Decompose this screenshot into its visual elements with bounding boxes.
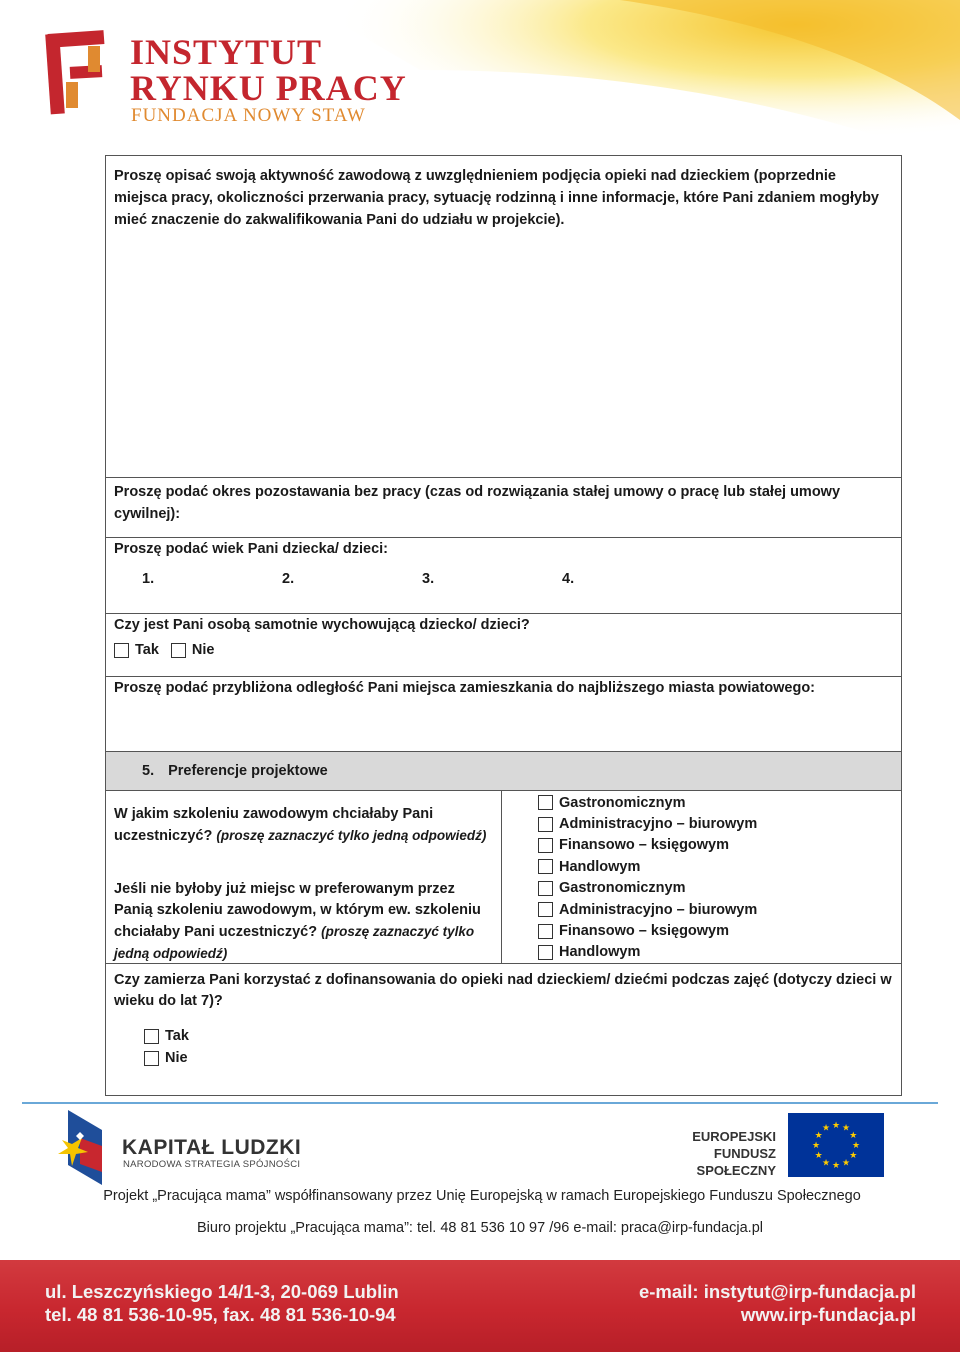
training-option-checkbox[interactable] xyxy=(538,924,553,939)
efs-line-1: EUROPEJSKI xyxy=(692,1129,776,1144)
eu-star-icon: ★ xyxy=(821,1157,831,1168)
child-age-section xyxy=(106,538,901,614)
training-options xyxy=(502,791,901,963)
child-age-fields xyxy=(114,571,893,587)
training-questions xyxy=(106,791,502,963)
training-options-group-2 xyxy=(538,878,901,964)
training-option-checkbox[interactable] xyxy=(538,817,553,832)
kapital-ludzki-subtitle: NARODOWA STRATEGIA SPÓJNOŚCI xyxy=(123,1159,301,1170)
training-question-1-text: W jakim szkoleniu zawodowym chciałaby Pani uczestniczyć? xyxy=(114,806,434,844)
training-option-label: Handlowym xyxy=(559,944,641,961)
eu-star-icon: ★ xyxy=(849,1150,858,1160)
footer-separator xyxy=(22,1102,938,1104)
single-parent-options xyxy=(114,642,893,658)
single-parent-section xyxy=(106,614,901,677)
training-preference-block xyxy=(106,791,901,964)
single-parent-prompt: Czy jest Pani osobą samotnie wychowującą dziecko/ dzieci? xyxy=(114,617,530,633)
activity-prompt: Proszę opisać swoją aktywność zawodową z uwzględnieniem podjęcia opieki nad dzieckiem (poprzednie miejsca pracy, okoliczności przerwania pracy, sytuację rodzinną i inne informacje, które Pani zdaniem mogłyby mieć znaczenie do zakwalifikowania Pani do udziału w projekcie). xyxy=(114,168,879,228)
institute-logo-text xyxy=(130,34,407,106)
training-option-label: Finansowo – księgowym xyxy=(559,923,730,940)
distance-prompt: Proszę podać przybliżona odległość Pani miejsca zamieszkania do najbliższego miasta powiatowego: xyxy=(114,680,816,696)
eu-star-icon: ★ xyxy=(831,1120,841,1130)
training-option-checkbox[interactable] xyxy=(538,945,553,960)
training-option[interactable] xyxy=(538,813,901,834)
single-parent-yes-label: Tak xyxy=(135,642,159,658)
childcare-option-no[interactable] xyxy=(144,1048,893,1069)
training-option[interactable] xyxy=(538,856,901,877)
eu-star-icon: ★ xyxy=(849,1130,858,1140)
section-5-title: Preferencje projektowe xyxy=(168,763,328,779)
child-age-number[interactable]: 3. xyxy=(422,571,435,587)
application-form xyxy=(105,155,902,1096)
logo-subtitle: FUNDACJA NOWY STAW xyxy=(131,105,366,126)
training-option-label: Finansowo – księgowym xyxy=(559,837,730,854)
kapital-ludzki-title: KAPITAŁ LUDZKI xyxy=(122,1136,302,1159)
training-option-checkbox[interactable] xyxy=(538,902,553,917)
training-option[interactable] xyxy=(538,878,901,899)
section-5-number: 5. xyxy=(142,763,155,779)
unemployment-prompt: Proszę podać okres pozostawania bez pracy (czas od rozwiązania stałej umowy o pracę lub stałej umowy cywilnej): xyxy=(114,484,841,522)
training-option-checkbox[interactable] xyxy=(538,838,553,853)
logo-line-2: RYNKU PRACY xyxy=(130,68,407,108)
childcare-option-yes[interactable] xyxy=(144,1026,893,1047)
eu-star-icon: ★ xyxy=(851,1140,861,1150)
childcare-yes-label: Tak xyxy=(165,1028,189,1045)
eu-star-icon: ★ xyxy=(831,1160,841,1170)
training-question-1-note: (proszę zaznaczyć tylko jedną odpowiedź) xyxy=(216,828,487,843)
footer-phone-fax: tel. 48 81 536-10-95, fax. 48 81 536-10-94 xyxy=(45,1304,396,1325)
activity-section[interactable] xyxy=(106,156,901,478)
efs-text xyxy=(644,1128,776,1179)
eu-star-icon: ★ xyxy=(841,1122,851,1133)
child-age-number[interactable]: 1. xyxy=(142,571,155,587)
kapital-ludzki-logo-icon xyxy=(58,1110,106,1185)
footer-website[interactable]: www.irp-fundacja.pl xyxy=(740,1304,916,1325)
child-age-number[interactable]: 2. xyxy=(282,571,295,587)
training-option-checkbox[interactable] xyxy=(538,881,553,896)
efs-line-2: FUNDUSZ SPOŁECZNY xyxy=(696,1146,776,1178)
eu-star-icon: ★ xyxy=(821,1122,831,1133)
institute-logo-icon xyxy=(42,26,112,122)
training-option-label: Administracyjno – biurowym xyxy=(559,816,758,833)
distance-section[interactable] xyxy=(106,677,901,752)
footer-email[interactable]: e-mail: instytut@irp-fundacja.pl xyxy=(638,1281,916,1302)
childcare-no-checkbox[interactable] xyxy=(144,1051,159,1066)
section-5-header xyxy=(106,752,901,791)
eu-star-icon: ★ xyxy=(814,1150,823,1160)
child-age-prompt: Proszę podać wiek Pani dziecka/ dzieci: xyxy=(114,541,388,557)
training-question-2 xyxy=(114,877,493,963)
training-option[interactable] xyxy=(538,899,901,920)
single-parent-no-checkbox[interactable] xyxy=(171,643,186,658)
project-office-line: Biuro projektu „Pracująca mama”: tel. 48 81 536 10 97 /96 e-mail: praca@irp-fundacja.pl xyxy=(196,1220,763,1236)
single-parent-yes-checkbox[interactable] xyxy=(114,643,129,658)
training-option-checkbox[interactable] xyxy=(538,859,553,874)
training-option-label: Handlowym xyxy=(559,858,641,875)
child-age-number[interactable]: 4. xyxy=(562,571,575,587)
logo-line-1: INSTYTUT xyxy=(130,32,323,72)
childcare-yes-checkbox[interactable] xyxy=(144,1029,159,1044)
training-option[interactable] xyxy=(538,920,901,941)
eu-flag-icon xyxy=(788,1113,884,1177)
childcare-options xyxy=(114,1026,893,1069)
unemployment-section[interactable] xyxy=(106,478,901,538)
training-option-label: Gastronomicznym xyxy=(559,794,686,811)
childcare-section xyxy=(106,964,901,1095)
training-option-checkbox[interactable] xyxy=(538,795,553,810)
footer-address: ul. Leszczyńskiego 14/1-3, 20-069 Lublin xyxy=(45,1281,399,1302)
childcare-no-label: Nie xyxy=(165,1049,188,1066)
project-cofinancing-line: Projekt „Pracująca mama” współfinansowany przez Unię Europejską w ramach Europejskiego Funduszu Społecznego xyxy=(103,1188,861,1204)
training-option-label: Administracyjno – biurowym xyxy=(559,901,758,918)
single-parent-no-label: Nie xyxy=(191,642,215,658)
training-options-group-1 xyxy=(538,791,901,878)
training-option[interactable] xyxy=(538,835,901,856)
training-question-1 xyxy=(114,791,493,877)
training-option[interactable] xyxy=(538,792,901,813)
training-option[interactable] xyxy=(538,942,901,963)
eu-star-icon: ★ xyxy=(841,1157,851,1168)
eu-star-icon: ★ xyxy=(811,1140,821,1150)
training-option-label: Gastronomicznym xyxy=(559,880,686,897)
training-question-2-text: Jeśli nie byłoby już miejsc w preferowanym przez Panią szkoleniu zawodowym, w którym ew. szkoleniu chciałaby Pani uczestniczyć? xyxy=(114,881,481,940)
training-question-2-note: (proszę zaznaczyć tylko jedną odpowiedź) xyxy=(114,924,475,961)
childcare-prompt: Czy zamierza Pani korzystać z dofinansowania do opieki nad dzieckiem/ dziećmi podczas zajęć (dotyczy dzieci w wieku do lat 7)? xyxy=(114,972,892,1010)
eu-star-icon: ★ xyxy=(814,1130,823,1140)
